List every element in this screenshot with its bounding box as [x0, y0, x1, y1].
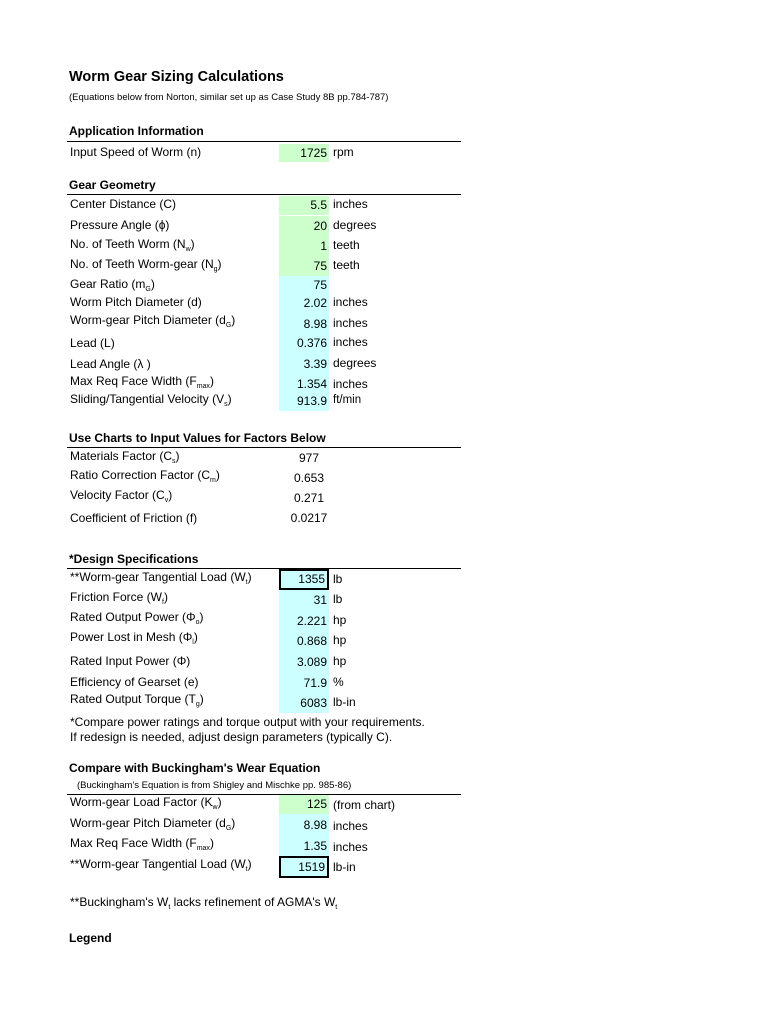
row-label: Rated Output Torque $(T_g)$	[70, 692, 204, 708]
calc-cell-rated-input-power[interactable]: 3.089	[279, 651, 329, 672]
section-rule	[67, 568, 461, 569]
calc-cell-worm-pitch-diameter[interactable]: 2.02	[279, 295, 329, 314]
row-label: **Worm-gear Tangential Load $(W_t)$	[70, 570, 252, 586]
row-label: **Worm-gear Tangential Load $(W_t)$	[70, 857, 252, 873]
unit-label: hp	[333, 654, 347, 668]
calc-cell-worm-gear-pitch-diameter[interactable]: 8.98	[279, 314, 329, 334]
row-label: Lead Angle (λ )	[70, 357, 151, 371]
row-label: Sliding/Tangential Velocity $(V_s)$	[70, 392, 232, 408]
page-subtitle: (Equations below from Norton, similar set up as Case Study 8B pp.784-787)	[69, 92, 389, 103]
section-heading-charts: Use Charts to Input Values for Factors Below	[69, 431, 326, 445]
row-label: Lead (L)	[70, 336, 115, 350]
row-label: Pressure Angle (ϕ)	[70, 218, 170, 232]
buckingham-footnote: **Buckingham's $W_t$ lacks refinement of AGMA's $W_t$	[70, 895, 338, 911]
calc-cell-max-face-width[interactable]: 1.354	[279, 374, 329, 392]
section-heading-legend: Legend	[69, 931, 112, 945]
row-label: Efficiency of Gearset (e)	[70, 675, 199, 689]
section-heading-geometry: Gear Geometry	[69, 178, 156, 192]
design-note-redesign: If redesign is needed, adjust design parameters (typically C).	[70, 730, 393, 744]
unit-label: inches	[333, 377, 368, 391]
chart-value-materials-factor[interactable]: 977	[298, 451, 320, 465]
row-label: Worm-gear Load Factor $(K_w)$	[70, 795, 222, 811]
calc-cell-buckingham-face-width[interactable]: 1.35	[279, 835, 329, 856]
unit-label: inches	[333, 295, 368, 309]
section-rule	[67, 447, 461, 448]
result-cell-buckingham-tangential-load[interactable]: 1519	[279, 856, 329, 878]
row-label: Input Speed of Worm (n)	[70, 145, 202, 159]
input-cell-load-factor[interactable]: 125	[279, 795, 329, 814]
input-cell-speed[interactable]: 1725	[279, 144, 329, 162]
row-label: Rated Output Power $(\Phi_o)$	[70, 610, 204, 626]
section-heading-design: *Design Specifications	[69, 552, 199, 566]
unit-label: inches	[333, 335, 368, 349]
calc-cell-friction-force[interactable]: 31	[279, 590, 329, 610]
row-label: Friction Force $(W_f)$	[70, 590, 168, 606]
row-label: Power Lost in Mesh $(\Phi_l)$	[70, 630, 198, 646]
calc-cell-gear-ratio[interactable]: 75	[279, 276, 329, 295]
unit-label: lb	[333, 592, 343, 606]
unit-label: teeth	[333, 238, 360, 252]
calc-cell-lead-angle[interactable]: 3.39	[279, 354, 329, 374]
unit-label: rpm	[333, 145, 354, 159]
row-label: Materials Factor $(C_s)$	[70, 449, 180, 465]
row-label: Max Req Face Width $(F_{max})$	[70, 374, 214, 390]
page-title: Worm Gear Sizing Calculations	[69, 69, 284, 85]
unit-label: inches	[333, 819, 368, 833]
row-label: No. of Teeth Worm-gear $(N_g)$	[70, 257, 222, 273]
unit-label: inches	[333, 316, 368, 330]
calc-cell-power-lost[interactable]: 0.868	[279, 630, 329, 651]
buckingham-subnote: (Buckingham's Equation is from Shigley and Mischke pp. 985-86)	[77, 780, 352, 791]
result-cell-tangential-load[interactable]: 1355	[279, 569, 329, 590]
unit-label: teeth	[333, 258, 360, 272]
section-heading-application: Application Information	[69, 124, 204, 138]
row-label: Center Distance (C)	[70, 197, 177, 211]
row-label: Worm-gear Pitch Diameter $(d_G)$	[70, 816, 236, 832]
unit-label: %	[333, 675, 344, 689]
input-cell-pressure-angle[interactable]: 20	[279, 216, 329, 236]
design-note-compare: *Compare power ratings and torque output with your requirements.	[70, 715, 425, 729]
unit-label: ft/min	[333, 394, 362, 406]
calc-cell-sliding-velocity[interactable]: 913.9	[279, 392, 329, 411]
input-cell-teeth-worm[interactable]: 1	[279, 236, 329, 256]
row-label: Velocity Factor $(C_v)$	[70, 488, 173, 504]
unit-label: hp	[333, 633, 347, 647]
unit-label: lb	[333, 572, 343, 586]
section-heading-buckingham: Compare with Buckingham's Wear Equation	[69, 761, 321, 775]
row-label: Rated Input Power (Φ)	[70, 654, 191, 668]
calc-cell-lead[interactable]: 0.376	[279, 334, 329, 354]
row-label: Gear Ratio $(m_G)$	[70, 277, 155, 293]
unit-label: (from chart)	[333, 798, 396, 812]
section-rule	[67, 141, 461, 142]
row-label: Max Req Face Width $(F_{max})$	[70, 836, 214, 852]
input-cell-center-distance[interactable]: 5.5	[279, 196, 329, 215]
row-label: Worm-gear Pitch Diameter $(d_G)$	[70, 313, 236, 329]
unit-label: degrees	[333, 218, 377, 232]
calc-cell-rated-output-torque[interactable]: 6083	[279, 693, 329, 713]
chart-value-friction[interactable]: 0.0217	[290, 511, 328, 525]
chart-value-velocity-factor[interactable]: 0.271	[293, 491, 325, 505]
row-label: Ratio Correction Factor $(C_m)$	[70, 468, 220, 484]
unit-label: inches	[333, 197, 368, 211]
calc-cell-buckingham-pitch-diameter[interactable]: 8.98	[279, 814, 329, 835]
chart-value-ratio-correction[interactable]: 0.653	[293, 471, 325, 485]
row-label: Worm Pitch Diameter (d)	[70, 295, 202, 309]
unit-label: lb-in	[333, 695, 356, 709]
section-rule	[67, 194, 461, 195]
unit-label: lb-in	[333, 860, 356, 874]
calc-cell-rated-output-power[interactable]: 2.221	[279, 610, 329, 630]
row-label: No. of Teeth Worm $(N_w)$	[70, 237, 195, 253]
row-label: Coefficient of Friction (f)	[70, 511, 198, 525]
unit-label: degrees	[333, 356, 377, 370]
input-cell-teeth-worm-gear[interactable]: 75	[279, 256, 329, 276]
unit-label: inches	[333, 840, 368, 854]
calc-cell-efficiency[interactable]: 71.9	[279, 672, 329, 693]
unit-label: hp	[333, 613, 347, 627]
